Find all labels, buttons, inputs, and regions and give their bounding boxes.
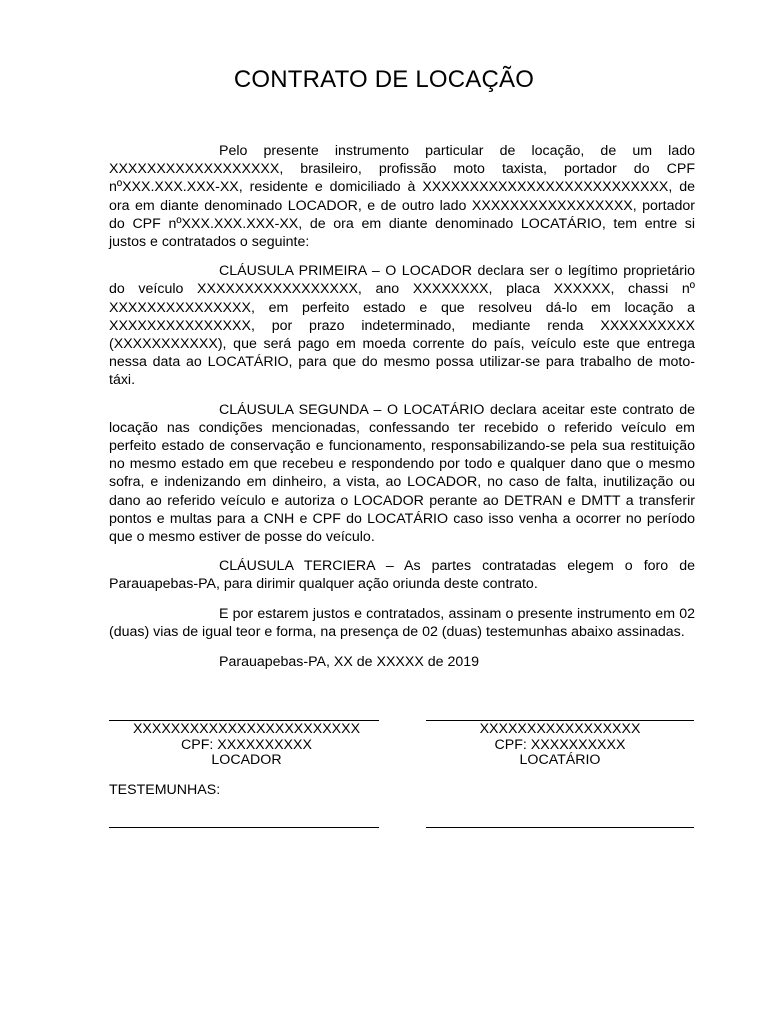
witness-2-signature-line	[426, 827, 694, 828]
locador-name: XXXXXXXXXXXXXXXXXXXXXXXX	[132, 721, 361, 737]
locador-signature-block	[109, 722, 384, 769]
document-title: CONTRATO DE LOCAÇÃO	[233, 66, 535, 93]
locador-cpf: CPF: XXXXXXXXXX	[181, 736, 312, 753]
clause-third: CLÁUSULA TERCIERA – As partes contratadas elegem o foro de Parauapebas-PA, para dirimir qualquer ação oriunda deste contrato.	[109, 558, 695, 593]
locatario-name: XXXXXXXXXXXXXXXXX	[479, 721, 641, 737]
intro-paragraph: Pelo presente instrumento particular de locação, de um lado XXXXXXXXXXXXXXXXXX, brasileiro, profissão moto taxista, portador do CPF nºXXX.XXX.XXX-XX, residente e domiciliado à XXXXXXXXXXXXXXXXXXXXXXXXXX, de ora em diante denominado LOCADOR, e de outro lado XXXXXXXXXXXXXXXXX, portador do CPF nºXXX.XXX.XXX-XX, de ora em diante denominado LOCATÁRIO, tem entre si justos e contratados o seguinte:	[109, 143, 695, 251]
locador-role: LOCADOR	[211, 752, 282, 768]
locatario-role: LOCATÁRIO	[519, 752, 601, 768]
witnesses-label: TESTEMUNHAS:	[109, 782, 221, 798]
closing-paragraph: E por estarem justos e contratados, assinam o presente instrumento em 02 (duas) vias de igual teor e forma, na presença de 02 (duas) testemunhas abaixo assinadas.	[109, 605, 695, 640]
place-date: Parauapebas-PA, XX de XXXXX de 2019	[219, 654, 480, 671]
locatario-cpf: CPF: XXXXXXXXXX	[494, 736, 626, 753]
clause-second: CLÁUSULA SEGUNDA – O LOCATÁRIO declara aceitar este contrato de locação nas condições mencionadas, confessando ter recebido o referido veículo em perfeito estado de conservação e funcionamento, responsabilizando-se pela sua restituição no mesmo estado em que recebeu e respondendo por todo e qualquer dano que o mesmo sofra, e indenizando em dinheiro, a vista, ao LOCADOR, no caso de falta, inutilização ou dano ao referido veículo e autoriza o LOCADOR perante ao DETRAN e DMTT a transferir pontos e multas para a CNH e CPF do LOCATÁRIO caso isso venha a ocorrer no período que o mesmo estiver de posse do veículo.	[109, 401, 695, 546]
witness-1-signature-line	[109, 827, 379, 828]
clause-first: CLÁUSULA PRIMEIRA – O LOCADOR declara ser o legítimo proprietário do veículo XXXXXXXXXXXXXXXXX, ano XXXXXXXX, placa XXXXXX, chassi nº XXXXXXXXXXXXXXX, em perfeito estado e que resolveu dá-lo em locação a XXXXXXXXXXXXXXX, por prazo indeterminado, mediante renda XXXXXXXXXX (XXXXXXXXXXX), que será pago em moeda corrente do país, veículo este que entrega nessa data ao LOCATÁRIO, para que do mesmo possa utilizar-se para trabalho de moto-táxi.	[109, 263, 695, 389]
locatario-signature-block	[426, 722, 694, 769]
contract-body	[109, 142, 695, 682]
